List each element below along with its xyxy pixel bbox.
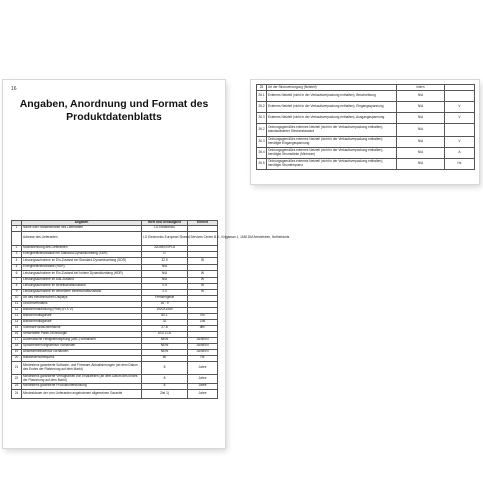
row-value: N/A	[397, 159, 445, 170]
row-number: 12	[12, 307, 22, 313]
row-label: Leistungsaufnahme im Bereitschaftszustand	[22, 283, 142, 289]
row-unit: Zoll	[188, 319, 218, 325]
row-label: Adresse des Lieferanten	[22, 231, 142, 245]
row-unit: cm	[188, 313, 218, 319]
row-unit	[445, 124, 475, 137]
row-value: 0.5	[142, 283, 188, 289]
row-unit: Hz	[188, 355, 218, 361]
row-number: 16	[12, 331, 22, 337]
row-number	[12, 231, 22, 245]
table-row	[12, 374, 218, 383]
row-label: Bildwiederholfrequenz	[22, 355, 142, 361]
row-number: 15	[12, 325, 22, 331]
row-unit: JA/NEIN	[188, 337, 218, 343]
row-unit: A	[445, 148, 475, 159]
row-number: 8	[12, 283, 22, 289]
row-unit: dm²	[188, 325, 218, 331]
row-value: 2.0	[142, 289, 188, 295]
row-label: Energieeffizienzklasse bei Standard-Dynamikumfang (SDR)	[22, 251, 142, 257]
row-number: 14	[12, 319, 22, 325]
row-number: 1	[12, 225, 22, 231]
table-row	[12, 257, 218, 264]
row-value: N/A	[397, 91, 445, 102]
row-unit: V	[445, 137, 475, 148]
row-value: 32LM6370PLA	[142, 245, 188, 251]
row-value: NEIN	[142, 343, 188, 349]
header-angaben: Angaben	[22, 221, 142, 226]
row-number: 17	[12, 337, 22, 343]
row-label: Externes Netzteil (nicht in der Verkaufsverpackung enthalten), Ausgangsspannung	[267, 113, 397, 124]
row-number: 26.3	[257, 113, 267, 124]
row-label: Externes Netzteil (nicht in der Verkaufsverpackung enthalten), Eingangsspannung	[267, 102, 397, 113]
row-value: N/A	[142, 270, 188, 277]
row-number: 2	[12, 245, 22, 251]
row-label: Leistungsaufnahme im Ein-Zustand bei hohem Dynamikumfang (HDR)	[22, 270, 142, 277]
table-row	[12, 231, 218, 245]
row-label: Energieeffizienzklasse (HDR)	[22, 264, 142, 270]
table-row	[257, 159, 475, 170]
row-label: Automatische Helligkeitsregelung (ABC) vorhanden	[22, 337, 142, 343]
row-label: Mindestdauer der vom Lieferanten angebotenen allgemeinen Garantie	[22, 389, 142, 398]
row-number: 13	[12, 313, 22, 319]
product-data-table	[11, 220, 290, 399]
row-label: Modellkennung des Lieferanten	[22, 245, 142, 251]
row-number: 4	[12, 257, 22, 264]
row-label: Ordnungsgemäßes externes Netzteil (nicht in der Verkaufsverpackung enthalten), standardisierter Steckerstandard	[267, 124, 397, 137]
row-value: 32	[142, 319, 188, 325]
row-label: Bildschirmdiagonale	[22, 319, 142, 325]
row-value: 8	[142, 374, 188, 383]
row-value: 80.1	[142, 313, 188, 319]
row-value: LG Electronics	[142, 225, 188, 231]
row-value: N/A	[397, 124, 445, 137]
row-value: 8	[142, 383, 188, 389]
row-label: Verwendete Panel-Technologie	[22, 331, 142, 337]
row-number: 26.2	[257, 124, 267, 137]
row-value: N/A	[397, 137, 445, 148]
row-value: 16 : 9	[142, 301, 188, 307]
row-unit: JA/NEIN	[188, 343, 218, 349]
row-unit: V	[445, 113, 475, 124]
row-value: 27.8	[142, 325, 188, 331]
table-row	[257, 102, 475, 113]
row-value: N/A	[142, 264, 188, 270]
row-unit: Jahre	[188, 361, 218, 374]
row-number: 11	[12, 301, 22, 307]
row-value: G	[142, 251, 188, 257]
row-label: Externes Netzteil (nicht in der Verkaufsverpackung enthalten), Beschreibung	[267, 91, 397, 102]
table-row	[257, 91, 475, 102]
row-value: Fernsehgerät	[142, 295, 188, 301]
row-number: 7	[12, 277, 22, 283]
row-label: Größenverhältnis	[22, 301, 142, 307]
row-value: 60	[142, 355, 188, 361]
table-body	[12, 225, 290, 398]
header-einheit: Einheit	[188, 221, 218, 226]
row-unit: JA/NEIN	[188, 349, 218, 355]
row-value: 32.9	[142, 257, 188, 264]
row-label: Mindestens garantierte Software- und Firmware-Aktualisierungen (ab dem Datum des Endes der Platzierung auf dem Markt)	[22, 361, 142, 374]
table-body	[257, 85, 475, 170]
row-number: 26.5	[257, 159, 267, 170]
row-label: Ordnungsgemäßes externes Netzteil (nicht in der Verkaufsverpackung enthalten), benötigte Stromstärke (Minimum)	[267, 148, 397, 159]
page-number: 16	[11, 86, 17, 92]
row-number: 24	[12, 389, 22, 398]
row-unit: W	[188, 257, 218, 264]
row-value: intern	[397, 85, 445, 91]
row-number: 26.3	[257, 137, 267, 148]
header-wert: Wert und Genauigkeit	[142, 221, 188, 226]
row-label: Mindestens garantierte Verfügbarkeit von Ersatzteilen (ab dem Datum des Endes der Platzierung auf dem Markt)	[22, 374, 142, 383]
row-unit: W	[188, 283, 218, 289]
row-unit: W	[188, 270, 218, 277]
row-number: 3	[12, 251, 22, 257]
row-number: 5	[12, 264, 22, 270]
row-number: 10	[12, 295, 22, 301]
table-row	[257, 148, 475, 159]
page-title: Angaben, Anordnung und Format des Produktdatenblatts	[19, 98, 209, 123]
row-label: Leistungsaufnahme im Aus-Zustand	[22, 277, 142, 283]
row-value: NEIN	[142, 349, 188, 355]
row-label: Ordnungsgemäßes externes Netzteil (nicht in der Verkaufsverpackung enthalten), benötigte Eingangsspannung	[267, 137, 397, 148]
row-value: LED LCD	[142, 331, 188, 337]
row-number: 19	[12, 349, 22, 355]
table-row	[12, 361, 218, 374]
row-number: 20	[12, 355, 22, 361]
row-unit: Jahre	[188, 389, 218, 398]
row-label: Ordnungsgemäßes externes Netzteil (nicht in der Verkaufsverpackung enthalten), benötigte Stromfrequenz	[267, 159, 397, 170]
table-row	[257, 137, 475, 148]
row-label: Mindestens garantierte Produktunterstützung	[22, 383, 142, 389]
row-number: 26.2	[257, 102, 267, 113]
row-label: Bildschirmauflösung (Pixel) (H X V)	[22, 307, 142, 313]
row-unit: W	[188, 289, 218, 295]
row-unit: Jahre	[188, 374, 218, 383]
row-value: N/A	[397, 113, 445, 124]
table-row	[257, 113, 475, 124]
datasheet-page-right	[251, 80, 479, 184]
row-value: LG Electronics European Shared Services Center B.V., Krijgsman 1, 1186 DM Amstelveen, Netherlands	[142, 231, 188, 245]
table-row	[12, 389, 218, 398]
row-number: 23	[12, 383, 22, 389]
row-unit: Jahre	[188, 383, 218, 389]
row-number: 21	[12, 361, 22, 374]
row-number: 26.1	[257, 91, 267, 102]
row-value: NEIN	[142, 337, 188, 343]
row-number: 22	[12, 374, 22, 383]
row-value: N/A	[397, 102, 445, 113]
product-data-table-continued	[256, 84, 475, 170]
table-row	[257, 124, 475, 137]
row-label: Art der Stromversorgung (Netzteil)	[267, 85, 397, 91]
row-value: 8	[142, 361, 188, 374]
row-number: 18	[12, 343, 22, 349]
row-number: 25	[257, 85, 267, 91]
row-value: N/A	[142, 277, 188, 283]
row-unit: W	[188, 277, 218, 283]
row-number: 9	[12, 289, 22, 295]
row-label: Anwesenheitssensor vorhanden	[22, 349, 142, 355]
table-row	[12, 270, 218, 277]
row-unit: V	[445, 102, 475, 113]
row-unit: Hz	[445, 159, 475, 170]
row-label: Bildschirmdiagonale	[22, 313, 142, 319]
row-value: N/A	[397, 148, 445, 159]
row-label: Leistungsaufnahme im vernetzten Bereitschaftszustand	[22, 289, 142, 295]
row-label: Name oder Handelsmarke des Lieferanten	[22, 225, 142, 231]
row-number: 6	[12, 270, 22, 277]
row-unit	[445, 91, 475, 102]
row-value: Ziel 1)	[142, 389, 188, 398]
row-label: Art des elektronischen Displays	[22, 295, 142, 301]
row-label: Sichtbare Bildschirmfläche	[22, 325, 142, 331]
row-label: Spracherkennungssensor vorhanden	[22, 343, 142, 349]
row-value: 1920X1080	[142, 307, 188, 313]
row-label: Leistungsaufnahme im Ein-Zustand bei Standard-Dynamikumfang (SDR)	[22, 257, 142, 264]
row-number: 26.4	[257, 148, 267, 159]
